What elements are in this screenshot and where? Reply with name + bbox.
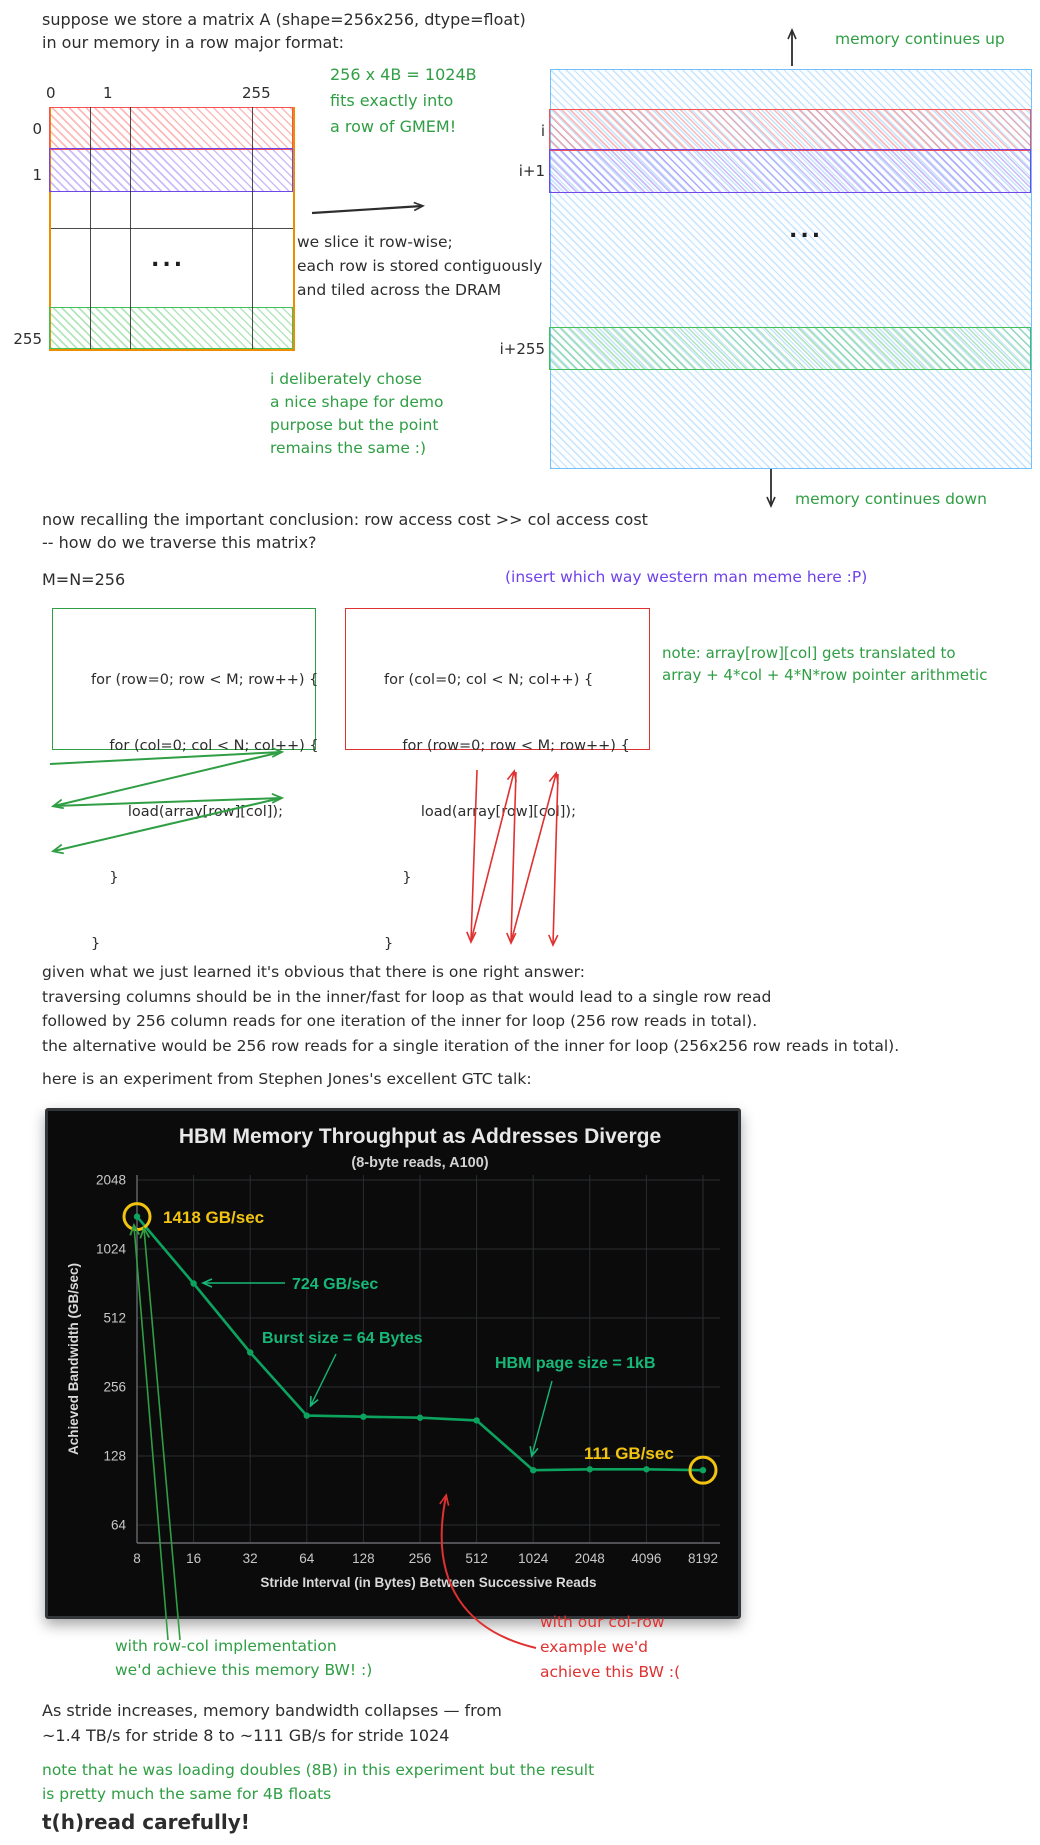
strip-row-label-i255: i+255 — [499, 340, 545, 358]
data-point — [247, 1349, 253, 1355]
y-tick-label: 128 — [103, 1448, 126, 1464]
x-axis-label: Stride Interval (in Bytes) Between Successive Reads — [260, 1575, 597, 1590]
matrix-col-label: 0 — [46, 84, 56, 102]
matrix-col-label: 1 — [103, 84, 113, 102]
y-tick-label: 256 — [103, 1379, 126, 1395]
matrix-col-label: 255 — [242, 84, 271, 102]
data-point — [530, 1467, 536, 1473]
summary-line: ~1.4 TB/s for stride 8 to ~111 GB/s for stride 1024 — [42, 1726, 450, 1745]
x-tick-label: 256 — [408, 1551, 432, 1566]
y-tick-label: 1024 — [95, 1241, 126, 1257]
y-tick-label: 512 — [103, 1310, 126, 1326]
matrix-row-label: 255 — [13, 330, 42, 348]
colrow-line: with our col-row — [540, 1613, 665, 1631]
pointer-arithmetic-note — [662, 642, 987, 686]
burst-label: Burst size = 64 Bytes — [262, 1330, 423, 1347]
stride-summary — [42, 1698, 502, 1748]
meme-note: (insert which way western man meme here :P) — [505, 568, 868, 586]
x-tick-label: 64 — [299, 1551, 315, 1566]
page-size-label: HBM page size = 1kB — [495, 1355, 656, 1372]
colrow-line: example we'd — [540, 1638, 648, 1656]
rowcol-line: we'd achieve this memory BW! :) — [115, 1661, 373, 1679]
intro-line: suppose we store a matrix A (shape=256x256, dtype=float) — [42, 10, 526, 29]
code-line: load(array[row][col]); — [91, 804, 283, 820]
matrix-size-label: M=N=256 — [42, 570, 126, 589]
code-line: for (col=0; col < N; col++) { — [91, 738, 319, 754]
row-band-green — [49, 307, 293, 349]
data-point — [587, 1466, 593, 1472]
peak-label: 1418 GB/sec — [163, 1208, 265, 1227]
paragraph-line: given what we just learned it's obvious that there is one right answer: — [42, 963, 585, 981]
data-point — [360, 1413, 366, 1419]
x-tick-label: 8 — [133, 1551, 141, 1566]
x-tick-label: 1024 — [518, 1551, 549, 1566]
answer-paragraph — [42, 960, 899, 1058]
conclusion-line: -- how do we traverse this matrix? — [42, 533, 317, 552]
burst-arrow — [311, 1354, 336, 1405]
memory-up-label: memory continues up — [835, 30, 1005, 48]
code-line: for (row=0; row < M; row++) { — [384, 738, 630, 754]
summary-line: As stride increases, memory bandwidth collapses — from — [42, 1701, 502, 1720]
data-point — [473, 1417, 479, 1423]
matrix-grid-line — [51, 228, 293, 229]
slice-note-line: each row is stored contiguously — [297, 257, 543, 275]
chart-canvas — [48, 1111, 738, 1616]
matrix-diagram — [49, 107, 295, 351]
intro-line: in our memory in a row major format: — [42, 33, 345, 52]
gmem-note — [330, 62, 477, 140]
rowcol-line: with row-col implementation — [115, 1637, 337, 1655]
x-tick-label: 8192 — [687, 1551, 719, 1566]
data-point — [700, 1467, 706, 1473]
code-line: for (col=0; col < N; col++) { — [384, 672, 594, 688]
code-line: } — [384, 870, 412, 886]
pointer-note-line: array + 4*col + 4*N*row pointer arithmetic — [662, 666, 988, 684]
matrix-ellipsis: ... — [151, 247, 186, 272]
row-band-purple — [49, 148, 293, 192]
slice-arrow — [312, 206, 422, 213]
data-point — [304, 1412, 310, 1418]
matrix-row-label: 0 — [32, 120, 42, 138]
y-tick-label: 2048 — [95, 1172, 126, 1188]
gmem-note-line: fits exactly into — [330, 91, 454, 110]
pointer-note-line: note: array[row][col] gets translated to — [662, 644, 956, 662]
matrix-row-label: 1 — [32, 166, 42, 184]
strip-row-label-i1: i+1 — [518, 162, 545, 180]
code-line: load(array[row][col]); — [384, 804, 576, 820]
rowcol-bw-annotation — [115, 1634, 372, 1682]
conclusion-text — [42, 508, 648, 554]
x-tick-label: 512 — [465, 1551, 488, 1566]
chart-title: HBM Memory Throughput as Addresses Diverge — [178, 1125, 662, 1148]
slice-note-line: and tiled across the DRAM — [297, 281, 502, 299]
data-point — [134, 1213, 140, 1219]
x-tick-label: 16 — [186, 1551, 202, 1566]
memory-strip-diagram — [550, 69, 1032, 469]
gmem-note-line: 256 x 4B = 1024B — [330, 65, 477, 84]
chart-subtitle: (8-byte reads, A100) — [351, 1155, 489, 1171]
memory-down-label: memory continues down — [795, 490, 987, 508]
demo-note-line: i deliberately chose — [270, 370, 422, 388]
hbm-throughput-chart — [45, 1108, 741, 1619]
code-line: for (row=0; row < M; row++) { — [91, 672, 319, 688]
y-axis-label: Achieved Bandwidth (GB/sec) — [66, 1262, 81, 1456]
demo-shape-note — [270, 368, 443, 460]
demo-note-line: remains the same :) — [270, 439, 427, 457]
x-tick-label: 2048 — [574, 1551, 605, 1566]
strip-band-green — [549, 327, 1031, 370]
slice-note-line: we slice it row-wise; — [297, 233, 453, 251]
demo-note-line: purpose but the point — [270, 416, 439, 434]
colrow-line: achieve this BW :( — [540, 1663, 681, 1681]
code-line: } — [91, 936, 101, 952]
y-tick-label: 64 — [110, 1517, 126, 1533]
data-point — [190, 1280, 196, 1286]
intro-text — [42, 8, 526, 54]
data-point — [643, 1466, 649, 1472]
code-line: } — [384, 936, 394, 952]
closing-line: t(h)read carefully! — [42, 1810, 250, 1834]
x-tick-label: 128 — [352, 1551, 375, 1566]
doubles-note — [42, 1758, 594, 1806]
colrow-bw-annotation — [540, 1610, 680, 1685]
paragraph-line: the alternative would be 256 row reads for a single iteration of the inner for loop (256x256 row reads in total). — [42, 1036, 900, 1055]
paragraph-line: followed by 256 column reads for one iteration of the inner for loop (256 row reads in total). — [42, 1012, 758, 1030]
row-major-code-block — [52, 608, 319, 952]
floor-label: 111 GB/sec — [584, 1444, 674, 1463]
data-point — [417, 1415, 423, 1421]
doubles-note-line: note that he was loading doubles (8B) in this experiment but the result — [42, 1761, 595, 1779]
strip-band-red — [549, 109, 1031, 151]
paragraph-line: traversing columns should be in the inner/fast for loop as that would lead to a single row read — [42, 987, 772, 1006]
slice-note — [297, 230, 542, 302]
page-size-arrow — [532, 1381, 552, 1455]
col-major-code-block — [345, 608, 650, 952]
x-tick-label: 32 — [242, 1551, 258, 1566]
gmem-note-line: a row of GMEM! — [330, 117, 457, 136]
conclusion-line: now recalling the important conclusion: row access cost >> col access cost — [42, 510, 648, 529]
doubles-note-line: is pretty much the same for 4B floats — [42, 1785, 332, 1803]
code-line: } — [91, 870, 119, 886]
demo-note-line: a nice shape for demo — [270, 393, 444, 411]
label-724: 724 GB/sec — [292, 1276, 379, 1293]
x-tick-label: 4096 — [631, 1551, 662, 1566]
strip-band-purple — [549, 149, 1031, 193]
row-band-red — [49, 107, 293, 150]
experiment-intro: here is an experiment from Stephen Jones's excellent GTC talk: — [42, 1070, 532, 1088]
strip-row-label-i: i — [540, 122, 545, 140]
strip-ellipsis: ... — [789, 218, 824, 243]
